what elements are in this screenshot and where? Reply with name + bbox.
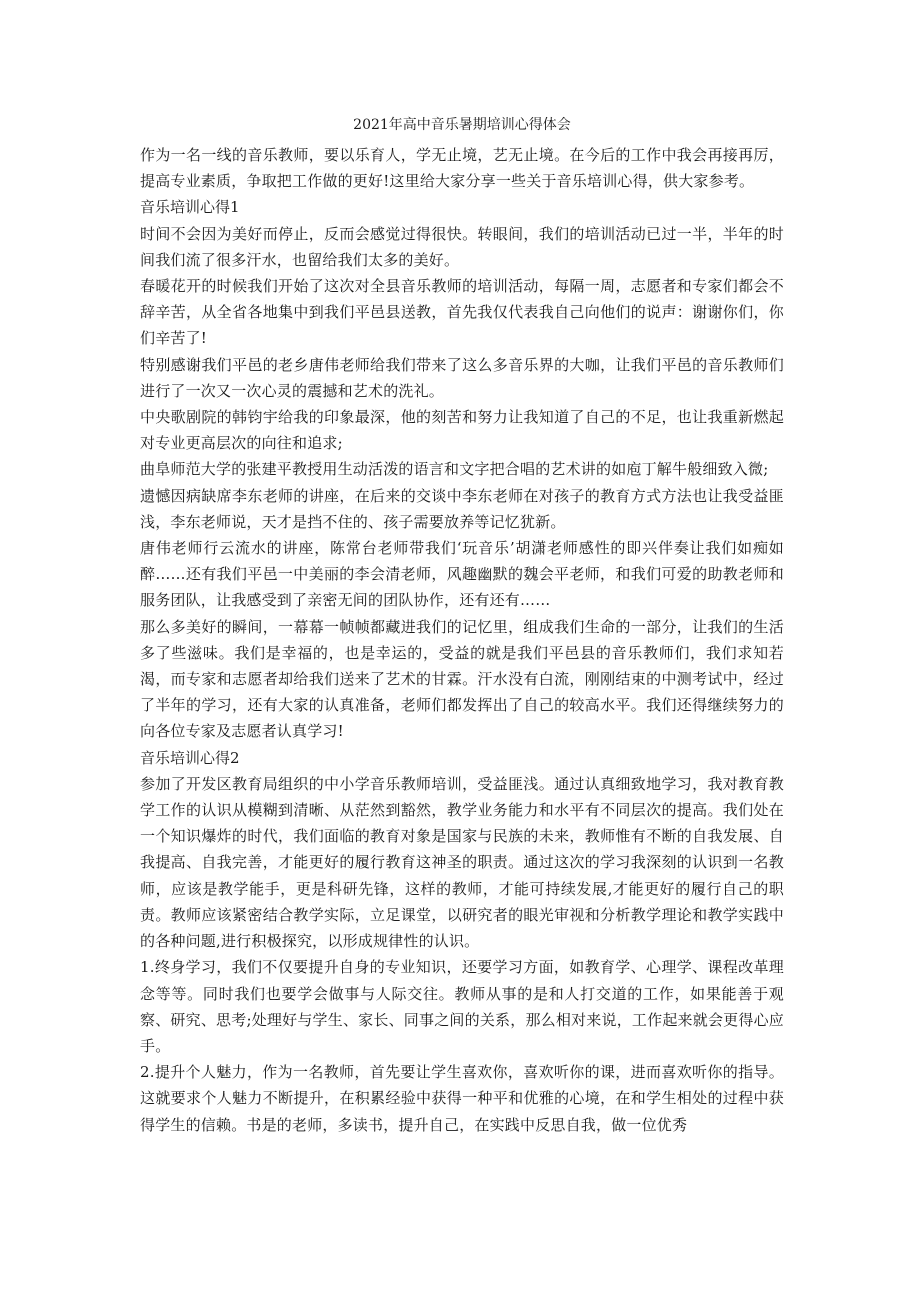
paragraph: 曲阜师范大学的张建平教授用生动活泼的语言和文字把合唱的艺术讲的如庖丁解牛般细致入微;	[140, 460, 769, 479]
document-body	[140, 142, 784, 1138]
paragraph: 遗憾因病缺席李东老师的讲座，在后来的交谈中李东老师在对孩子的教育方式方法也让我受益匪浅，李东老师说，天才是挡不住的、孩子需要放养等记忆犹新。	[140, 486, 784, 531]
paragraph: 中央歌剧院的韩钧宇给我的印象最深，他的刻苦和努力让我知道了自己的不足，也让我重新燃起对专业更高层次的向往和追求;	[140, 408, 784, 453]
paragraph: 时间不会因为美好而停止，反而会感觉过得很快。转眼间，我们的培训活动已过一半，半年的时间我们流了很多汗水，也留给我们太多的美好。	[140, 224, 784, 269]
paragraph: 春暖花开的时候我们开始了这次对全县音乐教师的培训活动，每隔一周，志愿者和专家们都会不辞辛苦，从全省各地集中到我们平邑县送教，首先我仅代表我自己向他们的说声：谢谢你们，你们辛苦了!	[140, 277, 784, 348]
paragraph: 1.终身学习，我们不仅要提升自身的专业知识，还要学习方面，如教育学、心理学、课程改革理念等等。同时我们也要学会做事与人际交往。教师从事的是和人打交道的工作，如果能善于观察、研究、思考;处理好与学生、家长、同事之间的关系，那么相对来说，工作起来就会更得心应手。	[140, 958, 784, 1055]
section-heading-1: 音乐培训心得1	[140, 198, 240, 217]
document-page	[140, 110, 784, 1138]
document-title: 2021年高中音乐暑期培训心得体会	[353, 117, 571, 133]
paragraph: 参加了开发区教育局组织的中小学音乐教师培训，受益匪浅。通过认真细致地学习，我对教育教学工作的认识从模糊到清晰、从茫然到豁然，教学业务能力和水平有不同层次的提高。我们处在一个知识爆炸的时代，我们面临的教育对象是国家与民族的未来，教师惟有不断的自我发展、自我提高、自我完善，才能更好的履行教育这神圣的职责。通过这次的学习我深刻的认识到一名教师，应该是教学能手，更是科研先锋，这样的教师，才能可持续发展,才能更好的履行自己的职责。教师应该紧密结合教学实际，立足课堂，以研究者的眼光审视和分析教学理论和教学实践中的各种问题,进行积极探究，以形成规律性的认识。	[140, 774, 784, 951]
section-heading-2: 音乐培训心得2	[140, 748, 240, 767]
paragraph: 2.提升个人魅力，作为一名教师，首先要让学生喜欢你，喜欢听你的课，进而喜欢听你的指导。这就要求个人魅力不断提升，在积累经验中获得一种平和优雅的心境，在和学生相处的过程中获得学生的信赖。书是的老师，多读书，提升自己，在实践中反思自我，做一位优秀	[140, 1063, 784, 1134]
paragraph: 那么多美好的瞬间，一幕幕一帧帧都藏进我们的记忆里，组成我们生命的一部分，让我们的生活多了些滋味。我们是幸福的，也是幸运的，受益的就是我们平邑县的音乐教师们，我们求知若渴，而专家和志愿者却给我们送来了艺术的甘霖。汗水没有白流，刚刚结束的中测考试中，经过了半年的学习，还有大家的认真准备，老师们都发挥出了自己的较高水平。我们还得继续努力的向各位专家及志愿者认真学习!	[140, 617, 784, 741]
paragraph: 特别感谢我们平邑的老乡唐伟老师给我们带来了这么多音乐界的大咖，让我们平邑的音乐教师们进行了一次又一次心灵的震撼和艺术的洗礼。	[140, 355, 784, 400]
paragraph: 唐伟老师行云流水的讲座，陈常台老师带我们‘玩音乐’胡潇老师感性的即兴伴奏让我们如痴如醉……还有我们平邑一中美丽的李会清老师，风趣幽默的魏会平老师，和我们可爱的助教老师和服务团队，让我感受到了亲密无间的团队协作，还有还有……	[140, 539, 784, 610]
intro-paragraph: 作为一名一线的音乐教师，要以乐育人，学无止境，艺无止境。在今后的工作中我会再接再厉，提高专业素质，争取把工作做的更好!这里给大家分享一些关于音乐培训心得，供大家参考。	[140, 146, 784, 191]
